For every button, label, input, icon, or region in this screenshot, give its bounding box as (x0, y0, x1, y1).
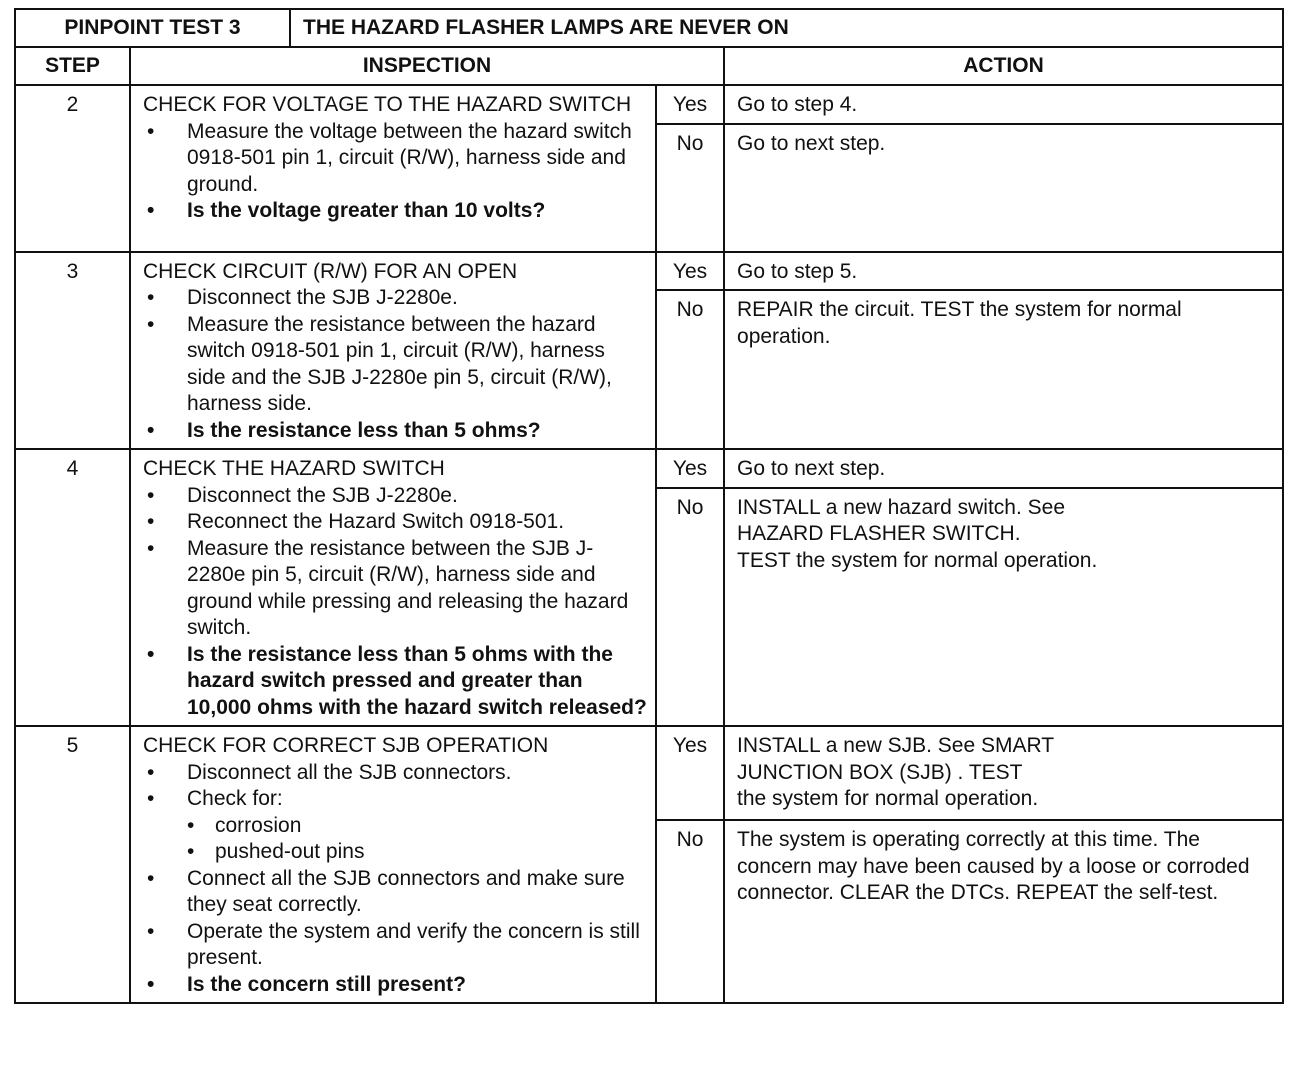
yes-label: Yes (656, 85, 724, 124)
step-row (15, 449, 1283, 488)
no-action-line: HAZARD FLASHER SWITCH. (737, 522, 1021, 546)
yes-action-line: JUNCTION BOX (SJB) . TEST (737, 760, 1023, 784)
inspection-question: • Is the resistance less than 5 ohms? (143, 418, 647, 445)
step-number: 2 (15, 85, 130, 252)
yes-action: Go to step 5. (724, 252, 1283, 291)
inspection-bullet: • Reconnect the Hazard Switch 0918-501. (143, 509, 647, 536)
inspection-bullet: • Measure the voltage between the hazard switch 0918-501 pin 1, circuit (R/W), harness side and ground. (143, 119, 647, 199)
yes-label: Yes (656, 252, 724, 291)
inspection-bullet: • Disconnect the SJB J-2280e. (143, 483, 647, 510)
step-number: 3 (15, 252, 130, 450)
no-label: No (656, 488, 724, 726)
pinpoint-test-table (14, 8, 1284, 1004)
inspection-heading: CHECK FOR VOLTAGE TO THE HAZARD SWITCH (143, 93, 632, 116)
column-header-step: STEP (15, 47, 130, 85)
title-row (15, 9, 1283, 47)
inspection-bullet: • Measure the resistance between the SJB J-2280e pin 5, circuit (R/W), harness side and ground while pressing and releasing the hazard switch. (143, 536, 647, 642)
inspection-bullet: • Disconnect all the SJB connectors. (143, 760, 647, 787)
no-action: REPAIR the circuit. TEST the system for normal operation. (724, 290, 1283, 449)
no-action: The system is operating correctly at this time. The concern may have been caused by a loose or corroded connector. CLEAR the DTCs. REPEAT the self-test. (724, 820, 1283, 1003)
inspection-cell (130, 726, 656, 1003)
no-action (724, 488, 1283, 726)
inspection-bullet: • Check for: (143, 786, 647, 813)
column-header-inspection: INSPECTION (130, 47, 724, 85)
test-title: THE HAZARD FLASHER LAMPS ARE NEVER ON (290, 9, 1283, 47)
inspection-cell (130, 449, 656, 726)
inspection-cell (130, 252, 656, 450)
yes-action (724, 726, 1283, 820)
inspection-question: • Is the resistance less than 5 ohms with the hazard switch pressed and greater than 10,000 ohms with the hazard switch released? (143, 642, 647, 722)
inspection-heading: CHECK THE HAZARD SWITCH (143, 457, 445, 480)
inspection-bullet: • Connect all the SJB connectors and make sure they seat correctly. (143, 866, 647, 919)
yes-action-line: the system for normal operation. (737, 787, 1039, 810)
inspection-question: • Is the voltage greater than 10 volts? (143, 198, 647, 225)
inspection-heading: CHECK FOR CORRECT SJB OPERATION (143, 734, 549, 757)
inspection-bullet: • Operate the system and verify the concern is still present. (143, 919, 647, 972)
no-action: Go to next step. (724, 124, 1283, 252)
inspection-bullet: • Measure the resistance between the hazard switch 0918-501 pin 1, circuit (R/W), harness side and the SJB J-2280e pin 5, circuit (R/W), harness side. (143, 312, 647, 418)
step-number: 4 (15, 449, 130, 726)
no-label: No (656, 290, 724, 449)
yes-label: Yes (656, 726, 724, 820)
inspection-cell (130, 85, 656, 252)
step-row (15, 252, 1283, 291)
no-label: No (656, 124, 724, 252)
test-label: PINPOINT TEST 3 (15, 9, 290, 47)
no-label: No (656, 820, 724, 1003)
no-action-line: TEST the system for normal operation. (737, 548, 1098, 572)
yes-action: Go to next step. (724, 449, 1283, 488)
inspection-heading: CHECK CIRCUIT (R/W) FOR AN OPEN (143, 259, 518, 283)
inspection-sub-bullet: • corrosion (187, 813, 647, 840)
no-action-line: INSTALL a new hazard switch. See (737, 495, 1066, 519)
column-header-action: ACTION (724, 47, 1283, 85)
inspection-bullet: • Disconnect the SJB J-2280e. (143, 285, 647, 312)
column-header-row (15, 47, 1283, 85)
step-row (15, 85, 1283, 124)
inspection-sub-bullet: • pushed-out pins (187, 839, 647, 866)
step-number: 5 (15, 726, 130, 1003)
yes-action: Go to step 4. (724, 85, 1283, 124)
step-row (15, 726, 1283, 820)
inspection-question: • Is the concern still present? (143, 972, 647, 999)
pinpoint-test-document (14, 8, 1282, 1004)
yes-label: Yes (656, 449, 724, 488)
yes-action-line: INSTALL a new SJB. See SMART (737, 734, 1055, 757)
